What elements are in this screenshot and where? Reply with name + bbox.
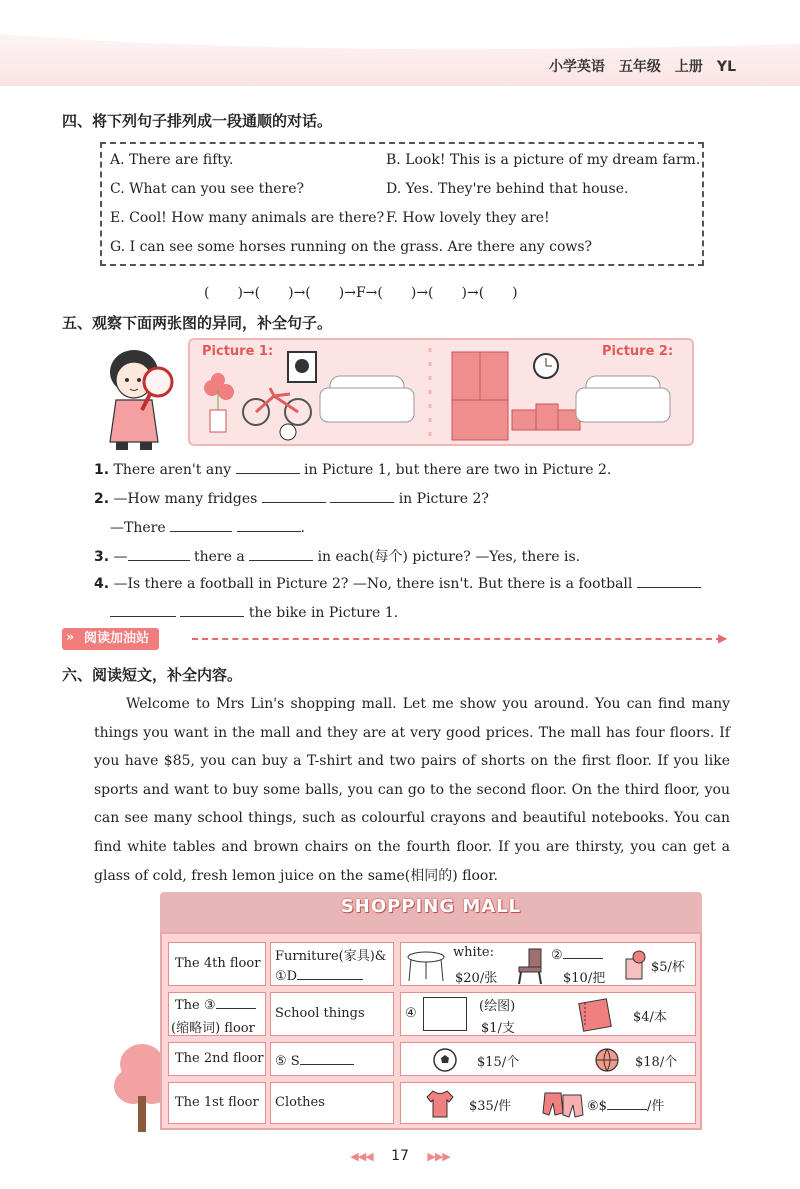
- question-4: 4. —Is there a football in Picture 2? —No, there isn't. But there is a football: [94, 574, 701, 592]
- blank-4c[interactable]: [180, 603, 244, 617]
- mall-table: [160, 932, 702, 1130]
- floor-1-cell: The 1st floor: [168, 1082, 266, 1124]
- book-info: 小学英语 五年级 上册 YL: [548, 59, 736, 75]
- picture-1-label: Picture 1:: [202, 344, 274, 359]
- option-b: B. Look! This is a picture of my dream farm.: [386, 152, 701, 168]
- blank-2d[interactable]: [237, 518, 301, 532]
- blank-2b[interactable]: [330, 489, 394, 503]
- mall-roof: [160, 892, 702, 932]
- basketball-icon: [593, 1047, 621, 1073]
- juice-glass-icon: [623, 949, 647, 981]
- floor-2-category-cell: ⑤ S: [270, 1042, 394, 1076]
- blank-3b[interactable]: [249, 547, 313, 561]
- floor-4-category-cell: Furniture(家具)& ①D: [270, 942, 394, 986]
- floor-4-items-cell: white: $20/张 ② $10/把 $5/杯: [400, 942, 696, 986]
- blank-4a[interactable]: [637, 574, 701, 588]
- floor-3-items-cell: ④ (绘图) $1/支 $4/本: [400, 992, 696, 1036]
- shorts-icon: [541, 1089, 585, 1119]
- t-shirt-icon: [423, 1089, 457, 1119]
- pictures-illustration: [190, 340, 692, 444]
- reading-passage: Welcome to Mrs Lin's shopping mall. Let me show you around. You can find many things you want in the mall and they are at very good prices. The mall has four floors. If you have $85, you can buy a T-shirt and two pairs of shorts on the first floor. If you like sports and want to buy some balls, you can go to the second floor. On the third floor, you can see many school things, such as colourful crayons and beautiful notebooks. You can find white tables and brown chairs on the fourth floor. If you are thirsty, you can get a glass of cold, fresh lemon juice on the same(相同的) floor.: [94, 696, 730, 884]
- page-number: ◀◀◀ 17 ▶▶▶: [350, 1148, 450, 1164]
- drawing-box[interactable]: [423, 997, 467, 1031]
- reading-banner-label: 阅读加油站: [62, 628, 159, 650]
- blank-2a[interactable]: [262, 489, 326, 503]
- floor-3-category-cell: School things: [270, 992, 394, 1036]
- blank-mall-6[interactable]: [607, 1096, 647, 1110]
- reading-banner: [62, 628, 730, 650]
- notebook-icon: [577, 997, 613, 1033]
- section-5-title: 五、观察下面两张图的异同，补全句子。: [62, 314, 333, 332]
- blank-4b[interactable]: [110, 603, 176, 617]
- triangles-right-icon: ▶▶▶: [427, 1150, 450, 1163]
- pictures-frame: [188, 338, 694, 446]
- blank-mall-5[interactable]: [300, 1051, 354, 1065]
- option-a: A. There are fifty.: [110, 152, 234, 168]
- chair-icon: [515, 947, 545, 985]
- blank-mall-2[interactable]: [563, 945, 603, 959]
- floor-1-items-cell: $35/件 ⑥$ /件: [400, 1082, 696, 1124]
- blank-mall-3[interactable]: [216, 995, 256, 1009]
- triangles-left-icon: ◀◀◀: [350, 1150, 373, 1163]
- blank-3a[interactable]: [128, 547, 190, 561]
- floor-2-cell: The 2nd floor: [168, 1042, 266, 1076]
- child-with-magnifier-illustration: [92, 344, 184, 452]
- option-g: G. I can see some horses running on the grass. Are there any cows?: [110, 239, 593, 255]
- floor-3-cell: The ③ (缩略词) floor: [168, 992, 266, 1036]
- option-d: D. Yes. They're behind that house.: [386, 181, 629, 197]
- arrow-right-icon: ▶: [718, 631, 728, 645]
- section-4-title: 四、将下列句子排列成一段通顺的对话。: [62, 112, 333, 130]
- double-chevron-icon: »: [66, 630, 75, 645]
- picture-2-label: Picture 2:: [602, 344, 674, 359]
- blank-2c[interactable]: [170, 518, 232, 532]
- question-3: 3. — there a in each(每个) picture? —Yes, there is.: [94, 549, 581, 565]
- blank-1[interactable]: [236, 460, 300, 474]
- options-box: [100, 142, 704, 266]
- mall-sign: SHOPPING MALL: [340, 896, 522, 917]
- answer-order-line[interactable]: ( )→( )→( )→F→( )→( )→( ): [204, 285, 518, 301]
- table-icon: [405, 949, 447, 983]
- football-icon: [431, 1047, 459, 1073]
- question-2-answer: —There .: [110, 520, 305, 536]
- floor-4-cell: The 4th floor: [168, 942, 266, 986]
- option-f: F. How lovely they are!: [386, 210, 550, 226]
- question-2: 2. —How many fridges in Picture 2?: [94, 491, 489, 507]
- section-6-title: 六、阅读短文，补全内容。: [62, 666, 243, 684]
- option-c: C. What can you see there?: [110, 181, 305, 197]
- question-1: 1. There aren't any in Picture 1, but there are two in Picture 2.: [94, 462, 612, 478]
- floor-2-items-cell: $15/个 $18/个: [400, 1042, 696, 1076]
- dashed-divider: [192, 638, 722, 640]
- floor-1-category-cell: Clothes: [270, 1082, 394, 1124]
- blank-mall-1[interactable]: [297, 966, 363, 980]
- option-e: E. Cool! How many animals are there?: [110, 210, 385, 226]
- question-4-cont: the bike in Picture 1.: [110, 603, 398, 621]
